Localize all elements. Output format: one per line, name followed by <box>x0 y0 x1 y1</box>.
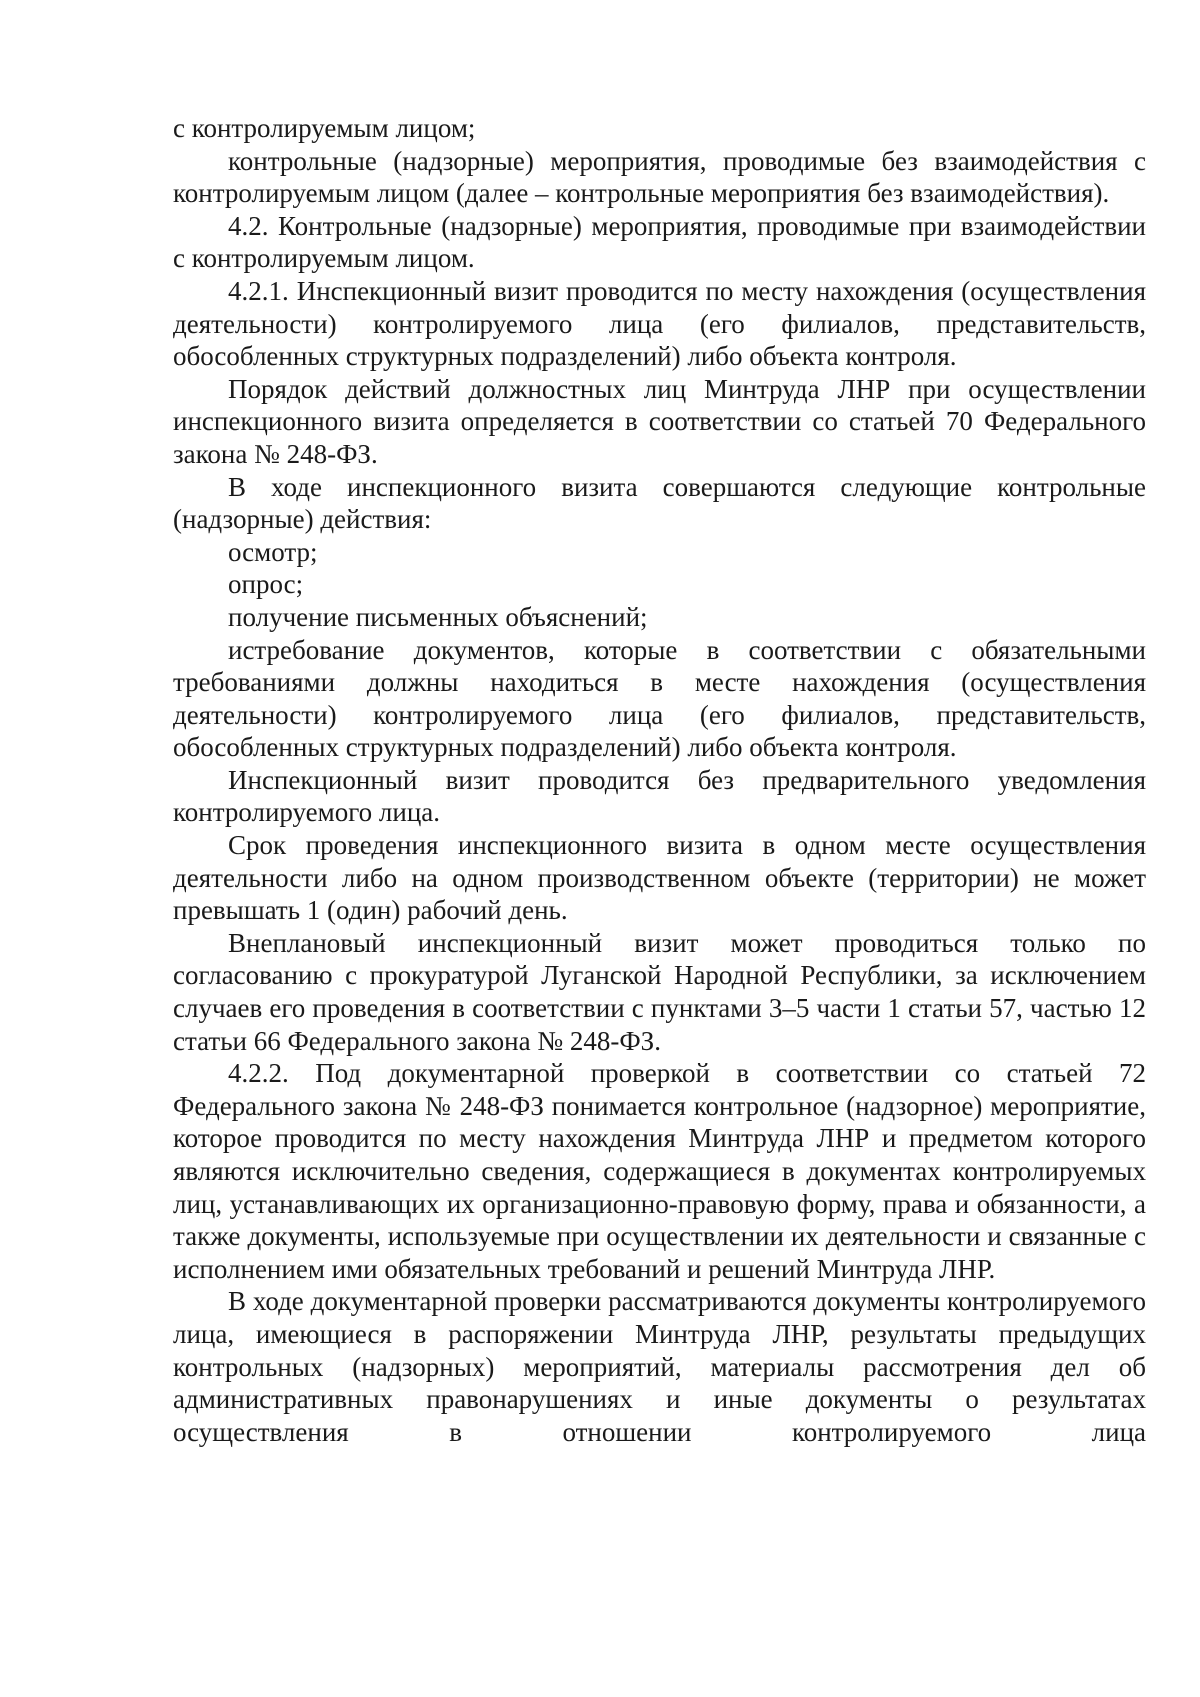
paragraph-section-4-2-2: 4.2.2. Под документарной проверкой в соответствии со статьей 72 Федерального закона № 248-ФЗ понимается контрольное (надзорное) мероприятие, которое проводится по месту нахождения Минтруда ЛНР и предметом которого являются исключительно сведения, содержащиеся в документах контролируемых лиц, устанавливающих их организационно-правовую форму, права и обязанности, а также документы, используемые при осуществлении их деятельности и связанные с исполнением ими обязательных требований и решений Минтруда ЛНР. <box>173 1058 1146 1284</box>
paragraph-unscheduled-visit: Внеплановый инспекционный визит может проводиться только по согласованию с прокуратурой Луганской Народной Республики, за исключением случаев его проведения в соответствии с пунктами 3–5 части 1 статьи 57, частью 12 статьи 66 Федерального закона № 248-ФЗ. <box>173 927 1146 1056</box>
list-item-inspection: осмотр; <box>228 536 318 567</box>
document-page <box>173 112 1146 1448</box>
paragraph-documentary-check: В ходе документарной проверки рассматриваются документы контролируемого лица, имеющиеся в распоряжении Минтруда ЛНР, результаты предыдущих контрольных (надзорных) мероприятий, материалы рассмотрения дел об административных правонарушениях и иные документы о результатах осуществления в отношении контролируемого лица <box>173 1286 1146 1447</box>
list-item-document-request: истребование документов, которые в соответствии с обязательными требованиями должны находиться в месте нахождения (осуществления деятельности) контролируемого лица (его филиалов, представительств, обособленных структурных подразделений) либо объекта контроля. <box>173 634 1146 763</box>
list-item-written-explanations: получение письменных объяснений; <box>228 601 648 632</box>
paragraph-section-4-2-1: 4.2.1. Инспекционный визит проводится по месту нахождения (осуществления деятельности) контролируемого лица (его филиалов, представительств, обособленных структурных подразделений) либо объекта контроля. <box>173 275 1146 372</box>
paragraph-section-4-2: 4.2. Контрольные (надзорные) мероприятия, проводимые при взаимодействии с контролируемым лицом. <box>173 210 1146 274</box>
list-item-survey: опрос; <box>228 569 304 600</box>
paragraph-procedure: Порядок действий должностных лиц Минтруда ЛНР при осуществлении инспекционного визита определяется в соответствии со статьей 70 Федерального закона № 248-ФЗ. <box>173 373 1146 469</box>
paragraph-continuation: с контролируемым лицом; <box>173 113 476 143</box>
paragraph-actions-intro: В ходе инспекционного визита совершаются следующие контрольные (надзорные) действия: <box>173 471 1146 535</box>
paragraph-no-interaction-measures: контрольные (надзорные) мероприятия, проводимые без взаимодействия с контролируемым лицом (далее – контрольные мероприятия без взаимодействия). <box>173 145 1146 209</box>
paragraph-no-notice: Инспекционный визит проводится без предварительного уведомления контролируемого лица. <box>173 764 1146 828</box>
paragraph-duration: Срок проведения инспекционного визита в одном месте осуществления деятельности либо на одном производственном объекте (территории) не может превышать 1 (один) рабочий день. <box>173 830 1146 926</box>
